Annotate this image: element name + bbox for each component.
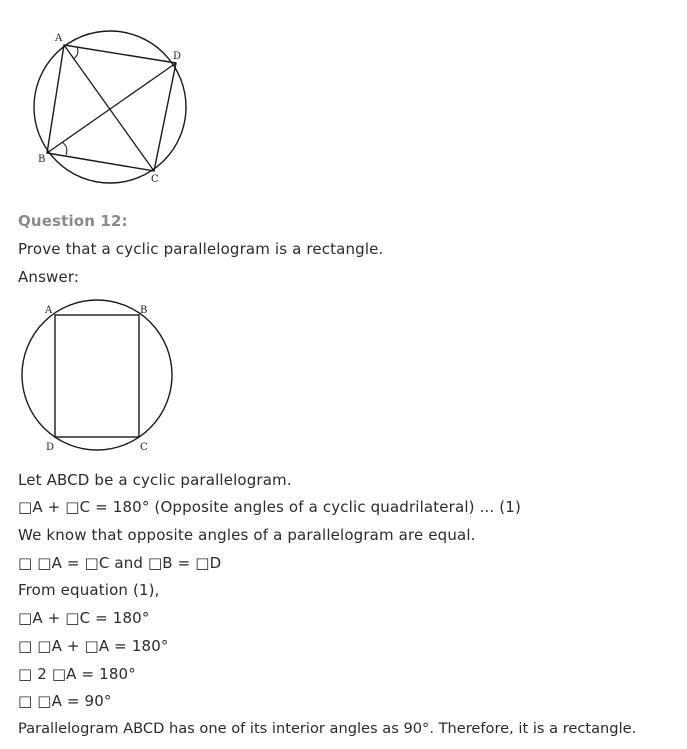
diagonal-bd <box>47 63 176 153</box>
rectangle-abcd <box>55 315 139 437</box>
solution-line-8: □ 2 □A = 180° <box>18 665 136 683</box>
solution-line-4: □ □A = □C and □B = □D <box>18 554 222 572</box>
solution-line-7: □ □A + □A = 180° <box>18 637 169 655</box>
cyclic-quadrilateral-figure <box>25 28 195 190</box>
solution-line-1: Let ABCD be a cyclic parallelogram. <box>18 471 292 489</box>
vertex-label-d: D <box>46 442 55 453</box>
cyclic-rectangle-figure <box>14 298 180 454</box>
vertex-label-a: A <box>55 33 63 44</box>
solution-line-2: □A + □C = 180° (Opposite angles of a cyclic quadrilateral) ... (1) <box>18 498 521 516</box>
vertex-label-b: B <box>140 305 148 316</box>
circumcircle <box>34 31 186 183</box>
solution-conclusion: Parallelogram ABCD has one of its interior angles as 90°. Therefore, it is a rectangle. <box>18 720 637 737</box>
question-heading: Question 12: <box>18 212 128 230</box>
question-prompt: Prove that a cyclic parallelogram is a rectangle. <box>18 240 384 258</box>
solution-line-5: From equation (1), <box>18 581 160 599</box>
solution-line-9: □ □A = 90° <box>18 692 112 710</box>
vertex-label-a: A <box>45 305 53 316</box>
circumcircle <box>22 300 172 450</box>
diagonal-ac <box>64 45 154 171</box>
answer-label: Answer: <box>18 268 80 286</box>
angle-mark-a <box>73 47 78 59</box>
solution-line-3: We know that opposite angles of a parallelogram are equal. <box>18 526 476 544</box>
vertex-label-b: B <box>38 154 46 165</box>
solution-line-6: □A + □C = 180° <box>18 609 150 627</box>
vertex-label-c: C <box>151 174 159 185</box>
angle-mark-b <box>62 142 67 155</box>
vertex-label-c: C <box>140 442 148 453</box>
vertex-label-d: D <box>173 51 182 62</box>
